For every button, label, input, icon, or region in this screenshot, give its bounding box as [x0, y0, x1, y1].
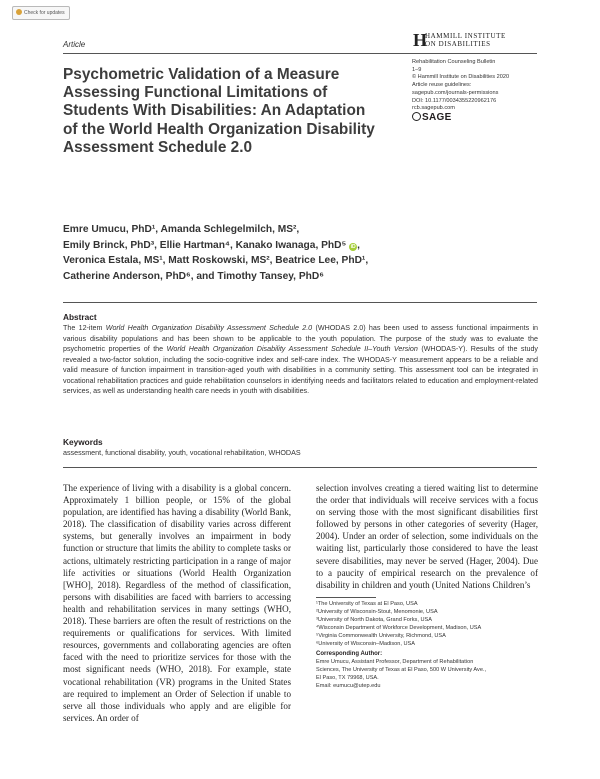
sage-ring-icon [412, 112, 421, 121]
affiliation-4: ⁴Wisconsin Department of Workforce Development, Madison, USA [316, 624, 482, 631]
affiliations [316, 601, 541, 648]
article-type-label: Article [63, 40, 86, 49]
body-column-left: The experience of living with a disability is a global concern. Approximately 1 billion people, or 15% of the global population, are identified has having a disability (World Bank, 2018). The classification of disability varies across different systems, but generally involves an impairment in body function or structure that limits the ability to complete tasks or actions, ultimately restricting participation in a range of major life activities or situations (World Health Organization [WHO], 2018). Regardless of the method of classification, persons with disabilities are faced with barriers to accessing health and rehabilitation services in many settings (WHO, 2018). These barriers are often the result of restrictions on the requirements or qualifications for services. With limited resources, governments and collaborating agencies are often faced with the need to prioritize services for those with the most significant needs (WHO, 2018). For example, state vocational rehabilitation (VR) programs in the United States are required to implement an Order of Selection if unable to serve all those individuals who apply and are eligible for services. An order of [63, 483, 291, 723]
author-line-2: Emily Brinck, PhD³, Ellie Hartman⁴, Kanako Iwanaga, PhD⁵ iD , [63, 239, 360, 251]
author-list [63, 222, 463, 284]
footnote-rule [316, 597, 376, 598]
corresponding-author [316, 659, 541, 691]
body-column-right: selection involves creating a tiered waiting list to determine the order that individuals will receive services with a focus on serving those with the most significant disabilities first followed by persons in other categories of severity (Hager, 2004). Under an order of selection, some individuals on the waiting list, particularly those considered to have the least severe disabilities, may never be served (Hager, 2004). Due to a paucity of empirical research on the prevalence of disability in children and youth (United Nations Children’s [316, 483, 538, 590]
journal-name: Rehabilitation Counseling Bulletin [412, 59, 496, 65]
abstract-rule [63, 302, 537, 303]
author-line-1: Emre Umucu, PhD¹, Amanda Schlegelmilch, MS², [63, 224, 300, 235]
abstract-text: The 12-item World Health Organization Disability Assessment Schedule 2.0 (WHODAS 2.0) has been used to assess functional impairments in various disability populations and has been shown to be applicable to the youth population. The purpose of the study was to evaluate the psychometric properties of the World Health Organization Disability Assessment Schedule II–Youth Version (WHODAS-Y). Results of the study revealed a two-factor solution, including the socio-cognitive index and self-care index. The WHODAS-Y measurement appears to be a reliable and valid measure of function impairment in transition-aged youth with disabilities in a community setting. This assessment tool can be integrated in vocational rehabilitation practices and guide rehabilitation counselors in identifying needs and facilitators related to education and employment-related services, as well as understanding health care needs in youth with disabilities. [63, 324, 539, 395]
corr-line-2: Sciences, The University of Texas at El Paso, 500 W University Ave., [316, 666, 487, 673]
corr-email[interactable]: Email: eumucu@utep.edu [316, 682, 381, 689]
affiliation-2: ²University of Wisconsin-Stout, Menomonie, USA [316, 608, 438, 615]
badge-label: Check for updates [24, 10, 65, 16]
publisher-line-2: ON DISABILITIES [425, 40, 491, 48]
author-line-4: Catherine Anderson, PhD⁶, and Timothy Tansey, PhD⁶ [63, 270, 324, 282]
corresponding-author-heading: Corresponding Author: [316, 651, 383, 657]
corr-line-1: Emre Umucu, Assistant Professor, Department of Rehabilitation [316, 659, 474, 665]
sage-logo: SAGE [412, 112, 452, 123]
check-for-updates-badge[interactable] [12, 6, 70, 20]
body-rule [63, 467, 537, 468]
page-range: 1–9 [412, 66, 422, 73]
journal-url[interactable]: rcb.sagepub.com [412, 105, 455, 112]
keywords-text: assessment, functional disability, youth, vocational rehabilitation, WHODAS [63, 449, 301, 457]
affiliation-1: ¹The University of Texas at El Paso, USA [316, 601, 418, 607]
publisher-line-1: HAMMILL INSTITUTE [425, 32, 506, 40]
reuse-guidelines: Article reuse guidelines: [412, 82, 472, 89]
publisher-logo [413, 30, 506, 50]
copyright: © Hammill Institute on Disabilities 2020 [412, 74, 510, 81]
header-rule [63, 53, 537, 54]
journal-info [412, 59, 552, 113]
affiliation-6: ⁶University of Wisconsin–Madison, USA [316, 640, 415, 647]
affiliation-5: ⁵Virginia Commonwealth University, Richmond, USA [316, 632, 446, 639]
permissions-link[interactable]: sagepub.com/journals-permissions [412, 89, 499, 96]
orcid-icon[interactable]: iD [350, 243, 356, 250]
corr-line-3: El Paso, TX 79968, USA. [316, 674, 379, 681]
doi[interactable]: DOI: 10.1177/0034355220962176 [412, 97, 497, 104]
article-title: Psychometric Validation of a Measure Assessing Functional Limitations of Students With Disabilities: An Adaptation of the World Health Organization Disability Assessment Schedule 2.0 [63, 66, 375, 156]
publisher-mark: H [413, 30, 428, 50]
author-line-3: Veronica Estala, MS¹, Matt Roskowski, MS², Beatrice Lee, PhD¹, [63, 255, 369, 267]
update-icon [16, 9, 22, 15]
affiliation-3: ³University of North Dakota, Grand Forks, USA [316, 616, 432, 623]
keywords-heading: Keywords [63, 437, 103, 447]
abstract-heading: Abstract [63, 312, 97, 322]
